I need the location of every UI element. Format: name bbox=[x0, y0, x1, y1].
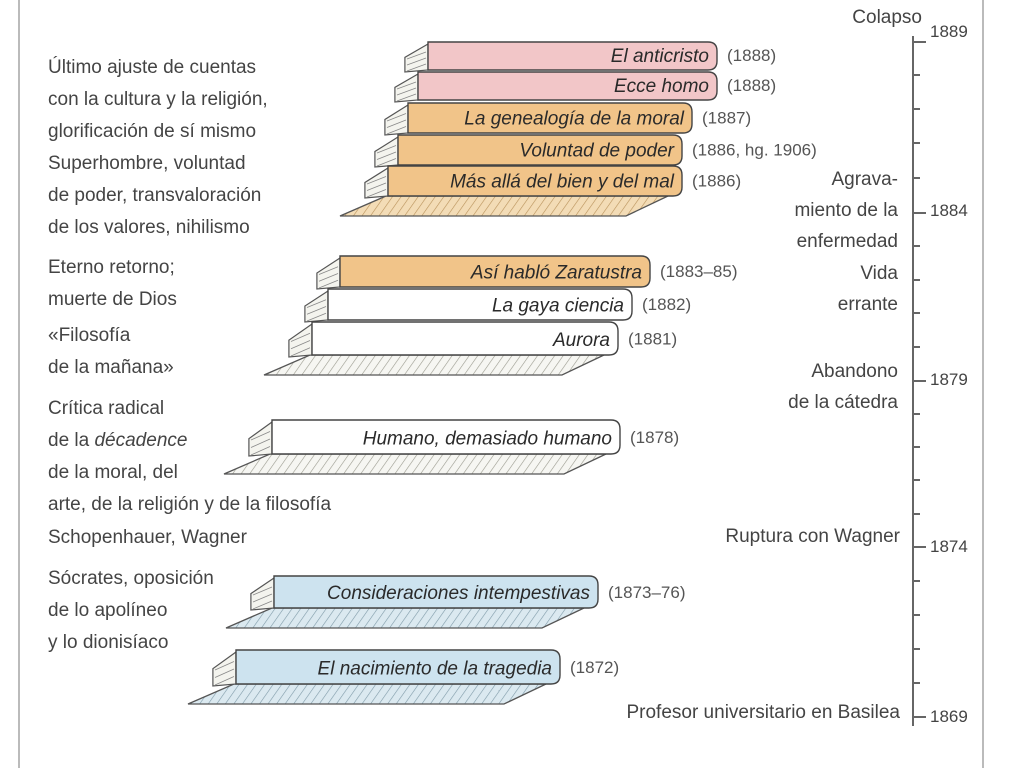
book-date: (1883–85) bbox=[660, 262, 738, 282]
theme-line: Último ajuste de cuentas bbox=[48, 57, 257, 78]
event-colapso bbox=[852, 2, 922, 33]
book-pages-edge bbox=[226, 608, 584, 628]
timeline-major-tick bbox=[912, 41, 926, 43]
book-pages-edge bbox=[264, 355, 604, 375]
theme-line: Superhombre, voluntad bbox=[48, 153, 246, 174]
timeline-minor-tick bbox=[912, 177, 920, 179]
timeline-major-tick bbox=[912, 716, 926, 718]
theme-line: Sócrates, oposición bbox=[48, 568, 214, 589]
event-ruptura bbox=[725, 521, 900, 552]
book-date: (1886, hg. 1906) bbox=[692, 140, 817, 160]
theme-line: Schopenhauer, Wagner bbox=[48, 527, 247, 548]
event-text: Colapso bbox=[852, 7, 922, 28]
book-title: El anticristo bbox=[610, 46, 709, 68]
theme-italic-term: décadence bbox=[94, 430, 188, 451]
book bbox=[251, 576, 686, 610]
book-title: La gaya ciencia bbox=[491, 295, 624, 317]
book-title: Ecce homo bbox=[613, 76, 709, 98]
timeline-minor-tick bbox=[912, 580, 920, 582]
book-date: (1872) bbox=[570, 658, 620, 678]
event-text: Abandono bbox=[811, 361, 898, 382]
timeline-minor-tick bbox=[912, 279, 920, 281]
event-abandono bbox=[788, 356, 898, 418]
timeline-minor-tick bbox=[912, 108, 920, 110]
event-vida-errante bbox=[838, 258, 898, 320]
book-title: Más allá del bien y del mal bbox=[450, 171, 674, 193]
event-text: de la cátedra bbox=[788, 392, 898, 413]
year-label-1869: 1869 bbox=[930, 707, 968, 726]
book-date: (1888) bbox=[727, 76, 777, 96]
timeline-minor-tick bbox=[912, 682, 920, 684]
event-text: enfermedad bbox=[796, 231, 898, 252]
event-text: miento de la bbox=[794, 200, 898, 221]
book-title: La genealogía de la moral bbox=[464, 108, 684, 130]
book bbox=[317, 256, 738, 289]
timeline-minor-tick bbox=[912, 346, 920, 348]
theme-line: con la cultura y la religión, bbox=[48, 89, 268, 110]
timeline-major-tick bbox=[912, 212, 926, 214]
book bbox=[365, 166, 741, 198]
timeline-minor-tick bbox=[912, 245, 920, 247]
book-date: (1886) bbox=[692, 171, 742, 191]
theme-line: y lo dionisíaco bbox=[48, 632, 169, 653]
theme-text: de la bbox=[48, 430, 95, 451]
timeline-minor-tick bbox=[912, 614, 920, 616]
event-text: Ruptura con Wagner bbox=[725, 526, 900, 547]
book bbox=[395, 72, 776, 102]
book bbox=[305, 289, 691, 322]
timeline-minor-tick bbox=[912, 413, 920, 415]
event-profesor bbox=[626, 697, 900, 728]
book bbox=[385, 103, 751, 135]
book-title: Así habló Zaratustra bbox=[470, 262, 642, 284]
timeline-minor-tick bbox=[912, 648, 920, 650]
book bbox=[289, 322, 677, 357]
book-title: Humano, demasiado humano bbox=[362, 428, 612, 450]
book bbox=[249, 420, 679, 456]
book-title: Aurora bbox=[552, 329, 610, 351]
book-date: (1882) bbox=[642, 295, 692, 315]
timeline-minor-tick bbox=[912, 479, 920, 481]
event-text: errante bbox=[837, 294, 898, 315]
book-pages-edge bbox=[188, 684, 546, 704]
book-title: Voluntad de poder bbox=[519, 140, 674, 162]
book-title: Consideraciones intempestivas bbox=[327, 583, 590, 605]
theme-line: de la moral, del bbox=[48, 462, 178, 483]
theme-line: de lo apolíneo bbox=[48, 600, 168, 621]
theme-line: «Filosofía bbox=[48, 325, 131, 346]
book-date: (1888) bbox=[727, 46, 777, 66]
timeline-major-tick bbox=[912, 380, 926, 382]
book-date: (1887) bbox=[702, 108, 752, 128]
book bbox=[375, 135, 817, 167]
event-text: Vida bbox=[860, 263, 898, 284]
book-date: (1878) bbox=[630, 428, 680, 448]
book-title: El nacimiento de la tragedia bbox=[317, 658, 552, 680]
book bbox=[213, 650, 619, 686]
theme-line: de la mañana» bbox=[48, 357, 174, 378]
timeline-minor-tick bbox=[912, 142, 920, 144]
year-label-1884: 1884 bbox=[930, 201, 968, 220]
book-date: (1873–76) bbox=[608, 582, 686, 602]
theme-line: arte, de la religión y de la filosofía bbox=[48, 494, 332, 515]
theme-line: Crítica radical bbox=[48, 398, 165, 419]
timeline-minor-tick bbox=[912, 312, 920, 314]
book bbox=[405, 42, 776, 72]
theme-line: glorificación de sí mismo bbox=[48, 121, 257, 142]
theme-line: Eterno retorno; bbox=[48, 257, 175, 278]
timeline-minor-tick bbox=[912, 74, 920, 76]
theme-line: de los valores, nihilismo bbox=[48, 217, 250, 238]
theme-line: muerte de Dios bbox=[48, 289, 177, 310]
year-label-1874: 1874 bbox=[930, 537, 968, 556]
book-date: (1881) bbox=[628, 329, 678, 349]
theme-line: de poder, transvaloración bbox=[48, 185, 262, 206]
year-label-1889: 1889 bbox=[930, 22, 968, 41]
event-text: Agrava- bbox=[831, 169, 898, 190]
book-pages-edge bbox=[224, 454, 606, 474]
year-label-1879: 1879 bbox=[930, 370, 968, 389]
event-text: Profesor universitario en Basilea bbox=[626, 702, 900, 723]
timeline-minor-tick bbox=[912, 446, 920, 448]
timeline-minor-tick bbox=[912, 513, 920, 515]
book-pages-edge bbox=[340, 196, 668, 216]
timeline-major-tick bbox=[912, 546, 926, 548]
event-agravamiento bbox=[794, 164, 898, 257]
